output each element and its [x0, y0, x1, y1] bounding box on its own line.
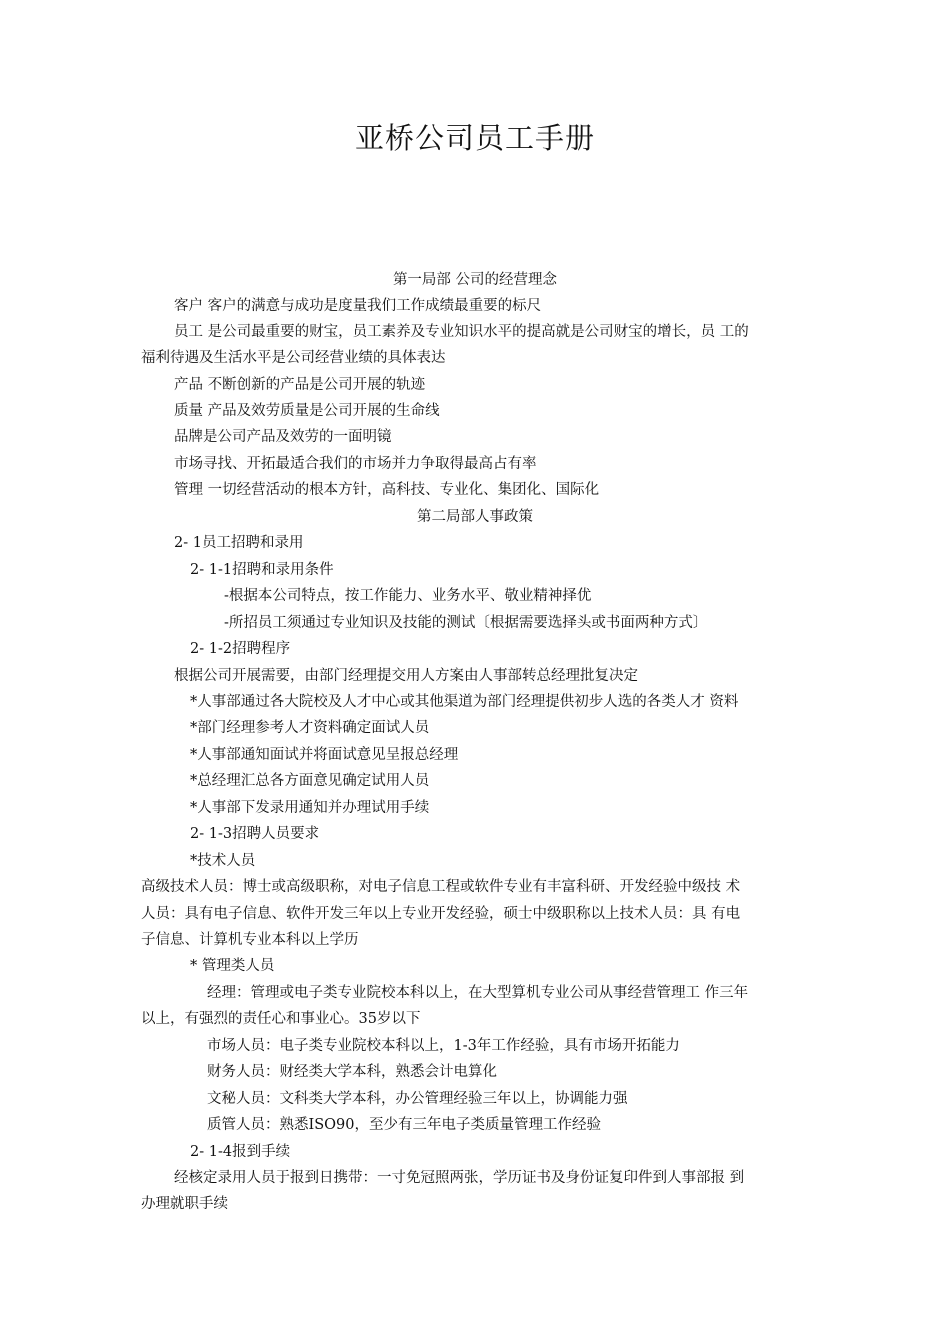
paragraph-line: 经理：管理或电子类专业院校本科以上，在大型算机专业公司从事经营管理工 作三年: [207, 985, 749, 1001]
paragraph-line: 市场人员：电子类专业院校本科以上，1-3年工作经验，具有市场开拓能力: [207, 1038, 680, 1054]
list-item: *人事部通知面试并将面试意见呈报总经理: [190, 747, 459, 763]
list-item: *技术人员: [190, 853, 256, 869]
paragraph-line: 市场寻找、开拓最适合我们的市场并力争取得最高占有率: [174, 456, 537, 472]
section-heading-2: 第二局部人事政策: [417, 509, 533, 525]
paragraph-line: 管理 一切经营活动的根本方针，高科技、专业化、集团化、国际化: [174, 482, 600, 498]
paragraph-line: 办理就职手续: [141, 1196, 228, 1212]
list-item: *人事部通过各大院校及人才中心或其他渠道为部门经理提供初步人选的各类人才 资料: [190, 694, 739, 710]
list-item: *人事部下发录用通知并办理试用手续: [190, 800, 430, 816]
section-heading-1: 第一局部 公司的经营理念: [392, 272, 558, 288]
paragraph-line: 高级技术人员：博士或高级职称，对电子信息工程或软件专业有丰富科研、开发经验中级技 术: [141, 879, 741, 895]
list-item: *部门经理参考人才资料确定面试人员: [190, 720, 430, 736]
paragraph-line: 员工 是公司最重要的财宝，员工素养及专业知识水平的提高就是公司财宝的增长，员 工的: [174, 324, 749, 340]
list-item: *总经理汇总各方面意见确定试用人员: [190, 773, 430, 789]
subsection-heading: 2- 1-3招聘人员要求: [190, 826, 320, 842]
paragraph-line: 文秘人员：文科类大学本科，办公管理经验三年以上，协调能力强: [207, 1091, 628, 1107]
paragraph-line: 客户 客户的满意与成功是度量我们工作成绩最重要的标尺: [174, 298, 542, 314]
list-item: -根据本公司特点，按工作能力、业务水平、敬业精神择优: [224, 588, 592, 604]
paragraph-line: 子信息、计算机专业本科以上学历: [141, 932, 359, 948]
paragraph-line: 根据公司开展需要，由部门经理提交用人方案由人事部转总经理批复决定: [174, 668, 638, 684]
subsection-heading: 2- 1-1招聘和录用条件: [190, 562, 334, 578]
paragraph-line: 财务人员：财经类大学本科，熟悉会计电算化: [207, 1064, 497, 1080]
subsection-heading: 2- 1-2招聘程序: [190, 641, 291, 657]
paragraph-line: 以上，有强烈的责任心和事业心。35岁以下: [141, 1011, 421, 1027]
paragraph-line: 人员：具有电子信息、软件开发三年以上专业开发经验，硕士中级职称以上技术人员：具 有电: [141, 906, 741, 922]
subsection-heading: 2- 1员工招聘和录用: [174, 535, 304, 551]
paragraph-line: 品牌是公司产品及效劳的一面明镜: [174, 429, 392, 445]
paragraph-line: 质量 产品及效劳质量是公司开展的生命线: [174, 403, 440, 419]
paragraph-line: 经核定录用人员于报到日携带：一寸免冠照两张，学历证书及身份证复印件到人事部报 到: [174, 1170, 745, 1186]
list-item: -所招员工须通过专业知识及技能的测试〔根据需要选择头或书面两种方式〕: [224, 615, 708, 631]
document-title: 亚桥公司员工手册: [354, 121, 595, 155]
paragraph-line: 福利待遇及生活水平是公司经营业绩的具体表达: [141, 350, 446, 366]
list-item: * 管理类人员: [190, 958, 275, 974]
paragraph-line: 质管人员：熟悉ISO90，至少有三年电子类质量管理工作经验: [207, 1117, 601, 1133]
subsection-heading: 2- 1-4报到手续: [190, 1144, 291, 1160]
paragraph-line: 产品 不断创新的产品是公司开展的轨迹: [174, 377, 426, 393]
